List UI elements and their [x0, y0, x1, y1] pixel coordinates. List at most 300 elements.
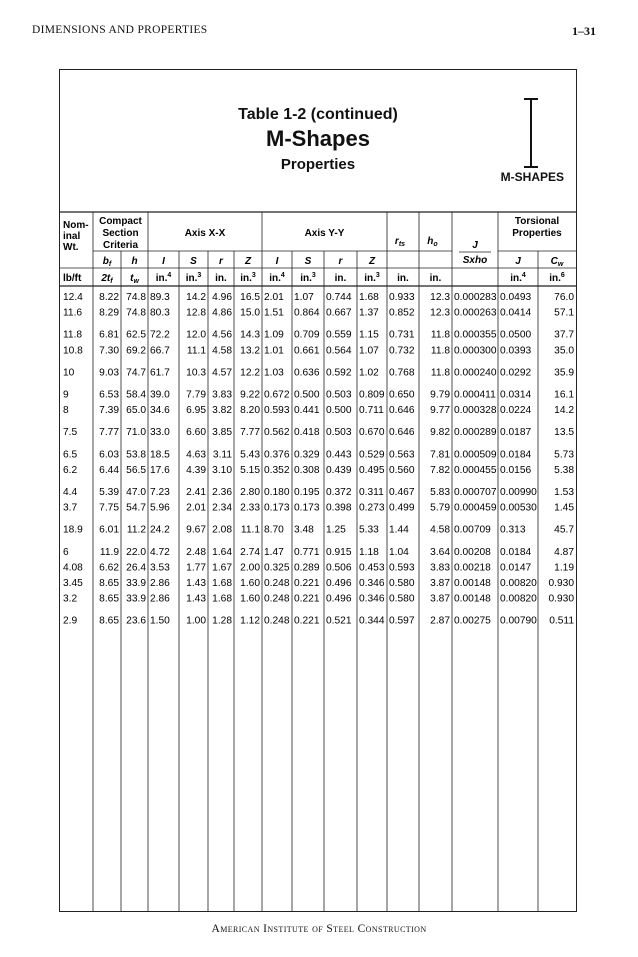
- table-cell: 12.0: [186, 329, 206, 341]
- header-j-ratio-denominator: Sxho: [462, 255, 488, 266]
- table-cell: 1.68: [212, 593, 232, 605]
- table-cell: 0.180: [264, 487, 290, 498]
- table-cell: 57.1: [554, 307, 574, 319]
- table-cell: 8.65: [99, 578, 119, 589]
- header-unit: in.$^3$: [300, 272, 316, 284]
- table-cell: 1.77: [186, 562, 206, 574]
- header-unit: in.: [334, 273, 347, 284]
- page-footer: American Institute of Steel Construction: [211, 923, 427, 935]
- table-cell: 0.593: [264, 405, 290, 417]
- table-cell: 0.00709: [454, 524, 491, 536]
- table-cell: 2.86: [150, 593, 170, 605]
- table-cell: 47.0: [126, 487, 146, 498]
- table-cell: 0.500: [294, 389, 320, 401]
- table-cell: 0.709: [294, 329, 320, 341]
- table-cell: 1.07: [359, 345, 379, 357]
- table-cell: 61.7: [150, 367, 170, 379]
- table-cell: 9.03: [99, 367, 119, 379]
- header-unit: in.: [215, 273, 227, 284]
- table-cell: 0.325: [264, 562, 290, 574]
- row-nominal-weight: 11.6: [63, 307, 83, 319]
- row-nominal-weight: 18.9: [63, 524, 83, 536]
- table-cell: 9.82: [430, 427, 450, 439]
- table-cell: 14.2: [554, 405, 574, 417]
- header-unit: $t_w$: [130, 273, 139, 285]
- header-compact-section: Criteria: [102, 240, 139, 251]
- row-nominal-weight: 2.9: [63, 615, 78, 627]
- table-cell: 8.70: [264, 524, 284, 536]
- table-cell: 0.221: [294, 593, 320, 605]
- table-cell: 0.506: [326, 562, 352, 574]
- table-cell: 0.173: [264, 502, 290, 514]
- row-nominal-weight: 3.45: [63, 578, 83, 589]
- table-cell: 5.96: [150, 502, 170, 514]
- table-cell: 4.87: [554, 546, 574, 558]
- table-cell: 0.597: [389, 615, 415, 627]
- table-cell: 34.6: [150, 405, 170, 417]
- table-cell: 1.44: [389, 524, 409, 536]
- table-cell: 0.000263: [454, 307, 497, 319]
- table-cell: 37.7: [554, 329, 574, 341]
- header-bf: $b_f$: [102, 256, 112, 268]
- row-nominal-weight: 10.8: [63, 345, 83, 357]
- table-cell: 15.0: [240, 307, 260, 319]
- row-nominal-weight: 9: [63, 389, 69, 401]
- header-nominal-wt: inal: [63, 231, 81, 242]
- table-cell: 0.771: [294, 546, 320, 558]
- table-cell: 5.15: [240, 464, 260, 476]
- table-cell: 3.10: [212, 464, 232, 476]
- table-cell: 39.0: [150, 389, 170, 401]
- table-cell: 0.467: [389, 487, 415, 498]
- table-cell: 1.12: [240, 615, 260, 627]
- table-cell: 62.5: [126, 329, 146, 341]
- table-cell: 1.15: [359, 329, 379, 341]
- shape-badge: M-SHAPES: [500, 170, 564, 184]
- table-cell: 0.248: [264, 578, 290, 589]
- table-cell: 6.03: [99, 449, 119, 461]
- table-cell: 0.496: [326, 593, 352, 605]
- table-cell: 0.00218: [454, 562, 491, 574]
- table-cell: 1.68: [212, 578, 232, 589]
- table-cell: 11.1: [186, 345, 206, 357]
- header-ho: $h_o$: [427, 236, 438, 248]
- table-cell: 0.646: [389, 405, 415, 417]
- table-cell: 0.439: [326, 464, 352, 476]
- header-symbol: I: [162, 256, 165, 267]
- table-cell: 3.82: [212, 405, 232, 417]
- table-cell: 2.00: [240, 562, 260, 574]
- table-cell: 0.418: [294, 427, 320, 439]
- table-cell: 0.000355: [454, 329, 497, 341]
- table-cell: 12.8: [186, 307, 206, 319]
- table-cell: 3.53: [150, 562, 170, 574]
- header-symbol: h: [131, 256, 138, 267]
- table-cell: 58.4: [126, 389, 146, 401]
- header-axis-yy: Axis Y-Y: [304, 228, 345, 239]
- table-cell: 1.60: [240, 578, 260, 589]
- table-cell: 0.672: [264, 389, 290, 401]
- table-cell: 0.768: [389, 367, 415, 379]
- table-cell: 5.73: [554, 449, 574, 461]
- table-cell: 0.0292: [500, 367, 532, 379]
- table-cell: 3.83: [430, 562, 450, 574]
- table-cell: 0.495: [359, 464, 385, 476]
- table-cell: 4.57: [212, 367, 232, 379]
- table-cell: 0.732: [389, 345, 415, 357]
- table-cell: 11.2: [126, 524, 146, 536]
- header-unit: in.: [397, 273, 409, 284]
- table-cell: 35.0: [554, 345, 574, 357]
- table-cell: 0.000509: [454, 449, 497, 461]
- header-symbol: S: [190, 256, 197, 267]
- table-cell: 0.000707: [454, 487, 497, 498]
- page-number: 1–31: [572, 24, 596, 38]
- table-cell: 0.744: [326, 292, 352, 303]
- table-cell: 74.8: [126, 292, 146, 303]
- table-cell: 4.96: [212, 292, 232, 303]
- header-unit: in.$^3$: [185, 272, 202, 284]
- table-cell: 0.376: [264, 449, 290, 461]
- row-nominal-weight: 10: [63, 367, 75, 379]
- table-cell: 2.34: [212, 502, 232, 514]
- table-cell: 6.81: [99, 329, 119, 341]
- table-cell: 0.00990: [500, 487, 537, 498]
- table-cell: 0.711: [359, 405, 384, 417]
- table-cell: 12.3: [430, 292, 450, 303]
- table-cell: 0.00790: [500, 615, 537, 627]
- table-cell: 0.563: [389, 449, 415, 461]
- table-cell: 0.0224: [500, 405, 532, 417]
- table-cell: 0.000459: [454, 502, 497, 514]
- table-cell: 4.56: [212, 329, 232, 341]
- table-cell: 54.7: [126, 502, 146, 514]
- table-cell: 0.289: [294, 562, 320, 574]
- table-cell: 0.000328: [454, 405, 497, 417]
- table-cell: 2.41: [186, 487, 206, 498]
- row-nominal-weight: 4.08: [63, 562, 83, 574]
- table-cell: 23.6: [126, 615, 146, 627]
- table-cell: 0.308: [294, 464, 320, 476]
- table-cell: 2.74: [240, 546, 260, 558]
- table-cell: 3.85: [212, 427, 232, 439]
- table-cell: 0.0500: [500, 329, 532, 341]
- table-cell: 6.95: [186, 405, 206, 417]
- header-symbol: Z: [244, 256, 252, 267]
- running-header: DIMENSIONS AND PROPERTIES: [32, 24, 208, 36]
- table-number: Table 1-2 (continued): [238, 106, 398, 123]
- table-cell: 0.352: [264, 464, 290, 476]
- table-cell: 0.650: [389, 389, 415, 401]
- row-nominal-weight: 6.2: [63, 464, 78, 476]
- table-cell: 6.01: [99, 524, 119, 536]
- table-cell: 2.01: [186, 502, 206, 514]
- table-cell: 0.0493: [500, 292, 532, 303]
- table-cell: 0.0414: [500, 307, 532, 319]
- table-cell: 7.30: [99, 345, 119, 357]
- table-cell: 0.000283: [454, 292, 497, 303]
- table-cell: 11.9: [99, 546, 119, 558]
- table-subtitle: Properties: [280, 156, 356, 173]
- table-cell: 0.496: [326, 578, 352, 589]
- table-cell: 9.67: [186, 524, 206, 536]
- table-cell: 0.580: [389, 593, 415, 605]
- table-cell: 11.1: [240, 524, 260, 536]
- table-cell: 0.667: [326, 307, 352, 319]
- header-unit: lb/ft: [63, 273, 82, 284]
- table-cell: 0.521: [326, 615, 352, 627]
- table-cell: 6.53: [99, 389, 119, 401]
- table-cell: 0.511: [549, 615, 574, 627]
- table-cell: 0.562: [264, 427, 290, 439]
- header-unit: in.$^4$: [510, 272, 526, 284]
- table-cell: 7.75: [99, 502, 119, 514]
- table-cell: 4.72: [150, 546, 170, 558]
- table-cell: 13.5: [554, 427, 574, 439]
- table-cell: 0.500: [326, 405, 352, 417]
- table-cell: 14.3: [240, 329, 260, 341]
- table-cell: 35.9: [554, 367, 574, 379]
- table-cell: 74.8: [126, 307, 146, 319]
- header-unit: in.$^4$: [155, 272, 172, 284]
- table-cell: 16.5: [240, 292, 260, 303]
- table-cell: 5.33: [359, 524, 379, 536]
- table-cell: 0.248: [264, 593, 290, 605]
- table-cell: 12.3: [430, 307, 450, 319]
- header-compact-section: Section: [102, 228, 139, 239]
- table-cell: 1.43: [186, 578, 206, 589]
- table-cell: 0.000240: [454, 367, 497, 379]
- table-cell: 0.00208: [454, 546, 491, 558]
- table-cell: 24.2: [150, 524, 170, 536]
- header-rts: $r_{ts}$: [394, 236, 406, 248]
- header-compact-section: Compact: [99, 216, 142, 227]
- header-axis-xx: Axis X-X: [184, 228, 226, 239]
- header-symbol: Z: [368, 256, 376, 267]
- table-cell: 1.28: [212, 615, 232, 627]
- table-cell: 7.77: [240, 427, 260, 439]
- table-cell: 33.9: [126, 593, 146, 605]
- table-cell: 0.564: [326, 345, 352, 357]
- table-cell: 0.0147: [500, 562, 532, 574]
- table-cell: 0.731: [389, 329, 415, 341]
- table-cell: 74.7: [126, 367, 146, 379]
- table-cell: 72.2: [150, 329, 170, 341]
- table-cell: 8.20: [240, 405, 260, 417]
- table-cell: 1.07: [294, 292, 314, 303]
- table-cell: 12.2: [240, 367, 260, 379]
- table-cell: 0.372: [326, 487, 352, 498]
- table-cell: 0.00275: [454, 615, 491, 627]
- header-unit: in.$^6$: [549, 272, 565, 284]
- table-cell: 2.33: [240, 502, 260, 514]
- table-cell: 0.0156: [500, 464, 532, 476]
- table-cell: 0.248: [264, 615, 290, 627]
- table-cell: 2.01: [264, 292, 284, 303]
- table-cell: 6.44: [99, 464, 119, 476]
- table-cell: 0.646: [389, 427, 415, 439]
- table-cell: 3.87: [430, 578, 450, 589]
- table-cell: 69.2: [126, 345, 146, 357]
- table-cell: 1.03: [264, 367, 284, 379]
- table-cell: 0.311: [359, 487, 384, 498]
- table-cell: 1.43: [186, 593, 206, 605]
- table-cell: 16.1: [554, 389, 574, 401]
- table-cell: 5.83: [430, 487, 450, 498]
- header-unit: in.$^4$: [269, 272, 285, 284]
- table-cell: 1.53: [554, 487, 574, 498]
- table-cell: 0.398: [326, 502, 352, 514]
- table-cell: 0.0184: [500, 546, 532, 558]
- header-unit: in.$^3$: [364, 272, 380, 284]
- table-cell: 0.499: [389, 502, 415, 514]
- table-cell: 2.36: [212, 487, 232, 498]
- table-cell: 7.81: [430, 449, 450, 461]
- table-cell: 14.2: [186, 292, 206, 303]
- row-nominal-weight: 3.7: [63, 502, 78, 514]
- table-cell: 0.809: [359, 389, 385, 401]
- table-cell: 0.559: [326, 329, 352, 341]
- table-cell: 0.0314: [500, 389, 532, 401]
- table-cell: 3.83: [212, 389, 232, 401]
- table-cell: 0.503: [326, 427, 352, 439]
- table-cell: 0.346: [359, 578, 385, 589]
- row-nominal-weight: 8: [63, 405, 69, 417]
- header-unit: in.$^3$: [240, 272, 256, 284]
- table-cell: 1.01: [264, 345, 284, 357]
- header-nominal-wt: Nom-: [63, 220, 89, 231]
- row-nominal-weight: 12.4: [63, 292, 83, 303]
- table-cell: 0.443: [326, 449, 352, 461]
- table-cell: 0.933: [389, 292, 415, 303]
- table-cell: 0.00530: [500, 502, 537, 514]
- table-cell: 3.48: [294, 524, 314, 536]
- table-cell: 0.273: [359, 502, 385, 514]
- table-cell: 33.0: [150, 427, 170, 439]
- table-cell: 0.000455: [454, 464, 497, 476]
- table-cell: 4.39: [186, 464, 206, 476]
- table-cell: 0.670: [359, 427, 385, 439]
- table-cell: 8.65: [99, 615, 119, 627]
- table-cell: 0.441: [294, 405, 320, 417]
- table-cell: 9.22: [240, 389, 260, 401]
- table-cell: 7.79: [186, 389, 206, 401]
- table-cell: 89.3: [150, 292, 170, 303]
- table-cell: 33.9: [126, 578, 146, 589]
- table-cell: 0.661: [294, 345, 320, 357]
- row-nominal-weight: 4.4: [63, 487, 78, 498]
- row-nominal-weight: 11.8: [63, 329, 83, 341]
- table-cell: 8.29: [99, 307, 119, 319]
- table-cell: 1.50: [150, 615, 170, 627]
- table-cell: 0.346: [359, 593, 385, 605]
- table-cell: 0.503: [326, 389, 352, 401]
- table-cell: 3.87: [430, 593, 450, 605]
- header-unit: in.: [429, 273, 442, 284]
- table-cell: 2.48: [186, 546, 206, 558]
- header-symbol: I: [275, 256, 279, 267]
- table-cell: 6.62: [99, 562, 119, 574]
- table-cell: 0.560: [389, 464, 415, 476]
- table-cell: 0.529: [359, 449, 385, 461]
- table-cell: 1.64: [212, 546, 232, 558]
- table-cell: 5.43: [240, 449, 260, 461]
- table-cell: 3.64: [430, 546, 450, 558]
- table-cell: 1.45: [554, 502, 574, 514]
- table-cell: 53.8: [126, 449, 146, 461]
- table-cell: 2.86: [150, 578, 170, 589]
- table-cell: 11.8: [430, 345, 450, 357]
- table-cell: 0.592: [326, 367, 352, 379]
- table-cell: 22.0: [126, 546, 146, 558]
- table-cell: 0.636: [294, 367, 320, 379]
- table-cell: 1.00: [186, 615, 206, 627]
- table-cell: 6.60: [186, 427, 206, 439]
- table-cell: 2.87: [430, 615, 450, 627]
- table-cell: 4.58: [212, 345, 232, 357]
- table-cell: 0.000411: [454, 389, 496, 401]
- table-cell: 0.195: [294, 487, 320, 498]
- table-cell: 1.60: [240, 593, 260, 605]
- row-nominal-weight: 6: [63, 546, 69, 558]
- table-cell: 56.5: [126, 464, 146, 476]
- table-cell: 2.80: [240, 487, 260, 498]
- table-cell: 80.3: [150, 307, 170, 319]
- table-cell: 0.000289: [454, 427, 497, 439]
- table-cell: 1.09: [264, 329, 284, 341]
- table-cell: 0.329: [294, 449, 320, 461]
- table-cell: 5.79: [430, 502, 450, 514]
- table-cell: 1.25: [326, 524, 346, 536]
- table-cell: 7.77: [99, 427, 119, 439]
- table-cell: 0.000300: [454, 345, 497, 357]
- table-cell: 0.00148: [454, 593, 491, 605]
- row-nominal-weight: 7.5: [63, 427, 78, 439]
- table-cell: 13.2: [240, 345, 260, 357]
- header-torsional: Torsional: [514, 216, 560, 227]
- table-cell: 9.77: [430, 405, 450, 417]
- table-cell: 8.65: [99, 593, 119, 605]
- table-cell: 1.02: [359, 367, 379, 379]
- header-unit: $2t_f$: [101, 273, 113, 285]
- table-cell: 0.852: [389, 307, 415, 319]
- table-cell: 0.221: [294, 615, 320, 627]
- table-cell: 8.22: [99, 292, 119, 303]
- table-cell: 10.3: [186, 367, 206, 379]
- table-cell: 0.930: [548, 593, 574, 605]
- table-cell: 0.173: [294, 502, 320, 514]
- table-cell: 4.86: [212, 307, 232, 319]
- table-cell: 4.63: [186, 449, 206, 461]
- header-symbol: S: [304, 256, 312, 267]
- table-cell: 0.593: [389, 562, 415, 574]
- table-cell: 0.930: [548, 578, 574, 589]
- row-nominal-weight: 3.2: [63, 593, 78, 605]
- table-cell: 4.58: [430, 524, 450, 536]
- table-cell: 0.00820: [500, 593, 537, 605]
- header-cw: $C_w$: [550, 256, 564, 268]
- header-torsional: Properties: [512, 228, 562, 239]
- header-symbol: r: [219, 256, 223, 267]
- table-cell: 71.0: [126, 427, 146, 439]
- table-cell: 1.18: [359, 546, 379, 558]
- table-cell: 11.8: [430, 367, 450, 379]
- table-cell: 45.7: [554, 524, 574, 536]
- table-cell: 18.5: [150, 449, 170, 461]
- table-cell: 0.453: [359, 562, 385, 574]
- table-cell: 1.67: [212, 562, 232, 574]
- table-cell: 1.68: [359, 292, 379, 303]
